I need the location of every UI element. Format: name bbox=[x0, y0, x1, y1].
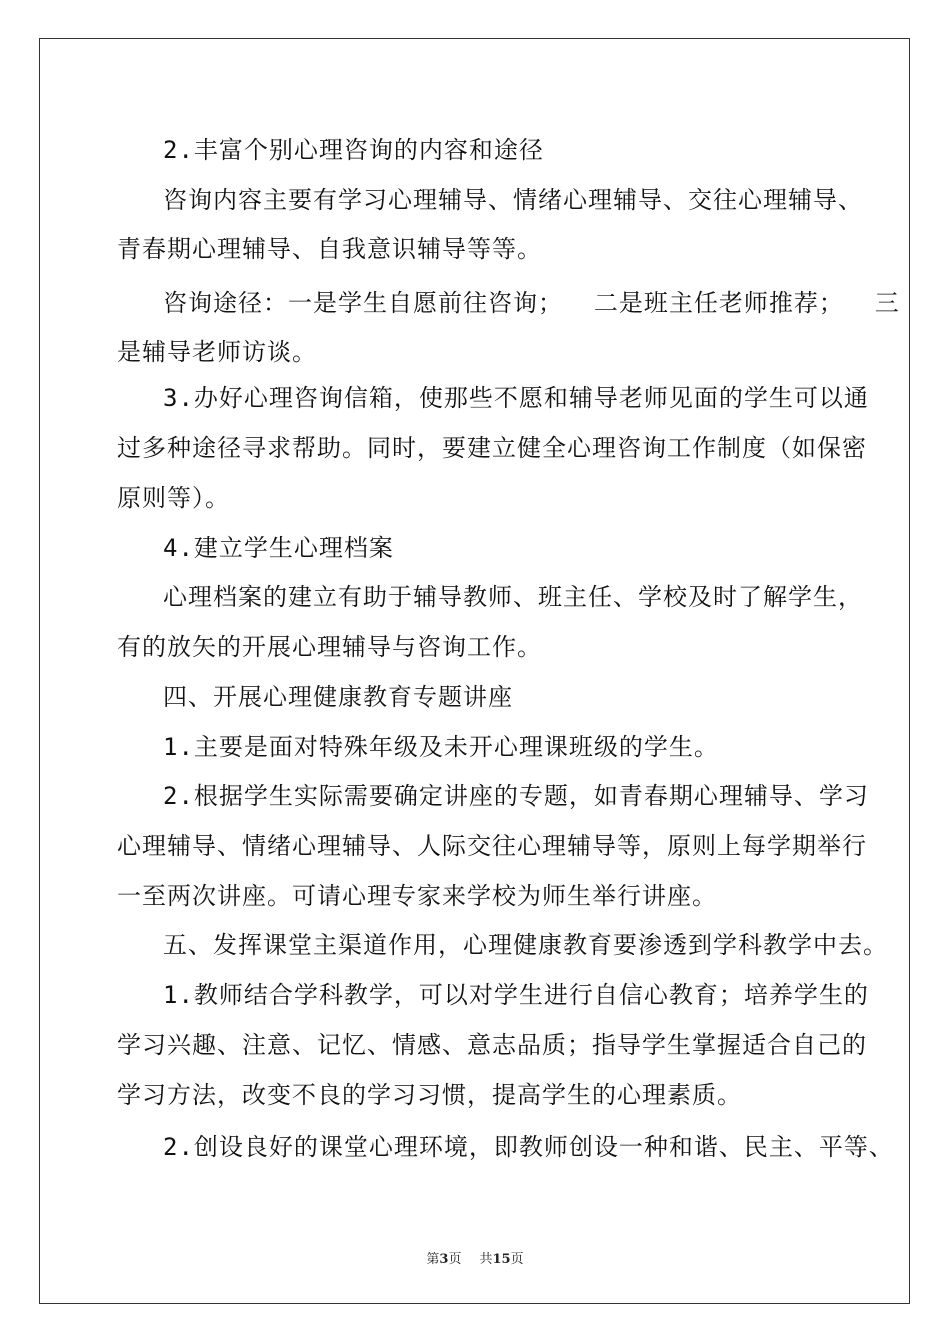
page-number: 第3页 bbox=[426, 1252, 462, 1267]
page-total: 共15页 bbox=[479, 1252, 524, 1267]
document-body: 2.丰富个别心理咨询的内容和途径 咨询内容主要有学习心理辅导、情绪心理辅导、交往心理辅导、 青春期心理辅导、自我意识辅导等等。 咨询途径：一是学生自愿前往咨询； 二是班主任老师推荐； 三 是辅导老师访谈。 3.办好心理咨询信箱，使那些不愿和辅导老师见面的学生可以通 过多种途径寻求帮助。同时，要建立健全心理咨询工作制度（如保密 原则等）。 4.建立学生心理档案 心理档案的建立有助于辅导教师、班主任、学校及时了解学生， 有的放矢的开展心理辅导与咨询工作。 四、开展心理健康教育专题讲座 1.主要是面对特殊年级及未开心理课班级的学生。 2.根据学生实际需要确定讲座的专题，如青春期心理辅导、学习 心理辅导、情绪心理辅导、人际交往心理辅导等，原则上每学期举行 一至两次讲座。可请心理专家来学校为师生举行讲座。 五、发挥课堂主渠道作用，心理健康教育要渗透到学科教学中去。 1.教师结合学科教学，可以对学生进行自信心教育；培养学生的 学习兴趣、注意、记忆、情感、意志品质；指导学生掌握适合自己的 学习方法，改变不良的学习习惯，提高学生的心理素质。 2.创设良好的课堂心理环境，即教师创设一种和谐、民主、平等、 bbox=[117, 136, 900, 1161]
page-footer bbox=[0, 1248, 950, 1267]
